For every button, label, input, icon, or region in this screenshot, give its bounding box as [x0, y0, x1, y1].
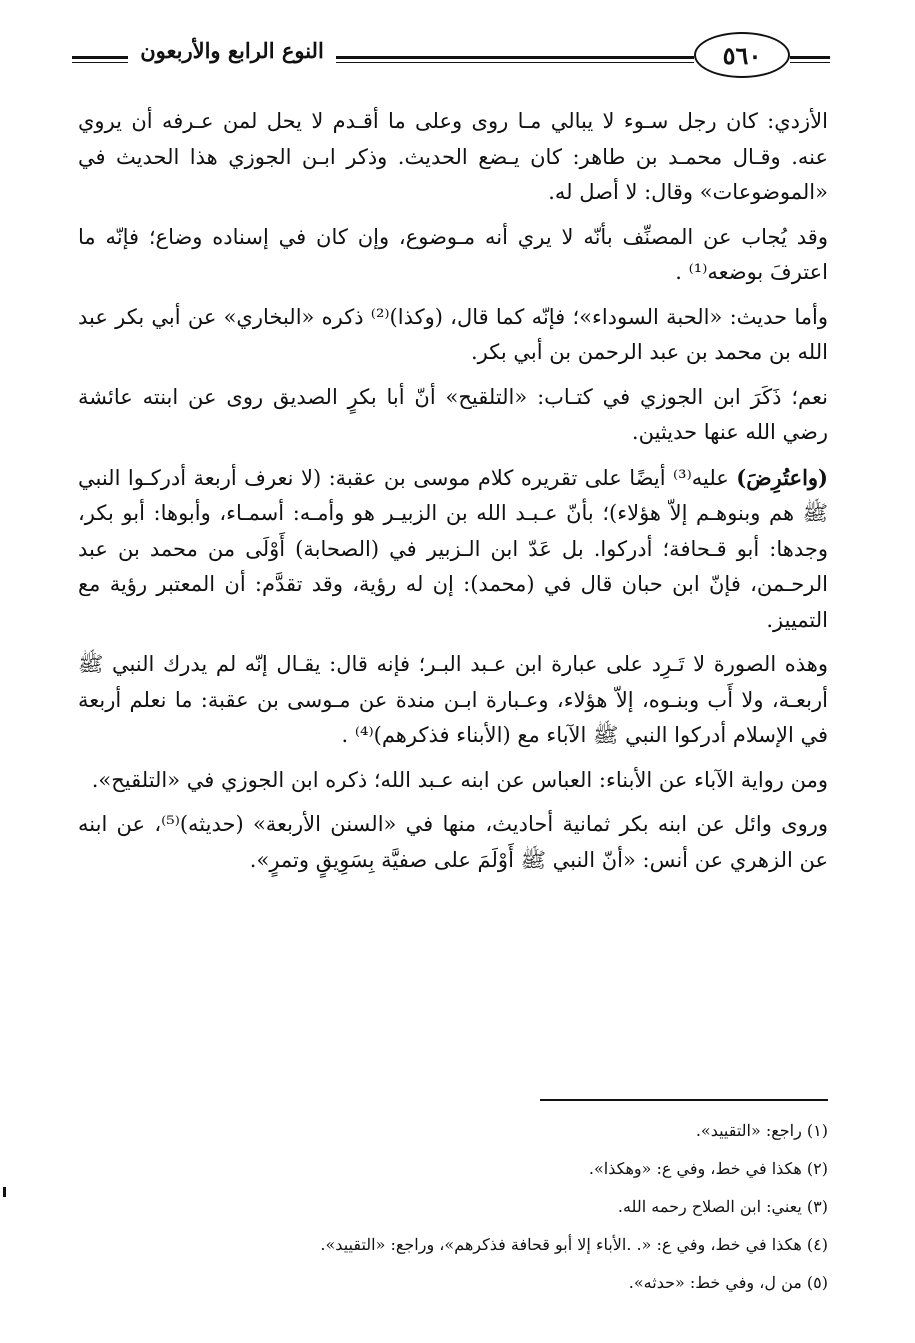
- paragraph-text: وهذه الصورة لا تَـرِد على عبارة ابن عـبد البـر؛ فإنه قال: يقـال إنّه لم يدرك النبي ﷺ أربعـة، ولا أَب وبنـوه، إلاّ هؤلاء، وعـبارة ابـن مندة عن مـوسى بن عقبة: ما نعلم أربعة في الإسلام أدركوا النبي ﷺ الآباء مع (الأبناء فذكرهم)⁽⁴⁾ .: [78, 652, 828, 747]
- paragraph-text: وأما حديث: «الحبة السوداء»؛ فإنّه كما قال، (وكذا)⁽²⁾ ذكره «البخاري» عن أبي بكر عبد الله بن محمد بن عبد الرحمن بن أبي بكر.: [78, 304, 828, 364]
- paragraph-text: عليه⁽³⁾ أيضًا على تقريره كلام موسى بن عقبة: (لا نعرف أربعة أدركـوا النبي ﷺ هم وبنوهـم إلاّ هؤلاء)؛ بأنّ عـبـد الله بن الزبيـر هو وأمـه: أسمـاء، وأبوها: أبو بكر، وجدها: أبو قـحافة؛ أدركوا. بل عَدّ ابن الـزبير في (الصحابة) أَوْلَى من محمد بن عبد الرحـمن، فإنّ ابن حبان قال في (محمد): إن له رؤية، وقد تقدَّم: أن المعتبر رؤية مع التمييز.: [78, 465, 828, 632]
- paragraph: [78, 460, 828, 639]
- paragraph-text: الأزدي: كان رجل سـوء لا يبالي مـا روى وعلى ما أقـدم لا يحل لمن عـرفه أن يروي عنه. وقـال محمـد بن طاهر: كان يـضع الحديث. وذكر ابـن الجوزي هذا الحديث في «الموضوعات» وقال: لا أصل له.: [78, 109, 828, 204]
- main-text: [78, 104, 828, 887]
- paragraph: [78, 763, 828, 799]
- footnotes: [78, 1112, 828, 1302]
- paragraph-text: وروى وائل عن ابنه بكر ثمانية أحاديث، منها في «السنن الأربعة» (حديثه)⁽⁵⁾، عن ابنه عن الزهري عن أنس: «أنّ النبي ﷺ أَوْلَمَ على صفيَّة بِسَوِيقٍ وتمرٍ».: [78, 812, 828, 872]
- scan-edge-mark: [3, 1187, 6, 1197]
- header-rule-right: [790, 56, 830, 59]
- paragraph: [78, 647, 828, 754]
- paragraph: [78, 104, 828, 211]
- header-rule-middle: [336, 56, 694, 59]
- footnote: (٣) يعني: ابن الصلاح رحمه الله.: [617, 1197, 828, 1216]
- paragraph: [78, 380, 828, 451]
- paragraph: [78, 807, 828, 878]
- paragraph-text: وقد يُجاب عن المصنِّف بأنّه لا يري أنه مـوضوع، وإن كان في إسناده وضاع؛ فإنّه ما اعترفَ بوضعه⁽¹⁾ .: [78, 224, 828, 284]
- footnote: (٤) هكذا في خط، وفي ع: «. .الأباء إلا أبو قحافة فذكرهم»، وراجع: «التقييد».: [320, 1235, 828, 1254]
- paragraph-lead-heading: (واعتُرِضَ): [736, 464, 828, 490]
- footnote: (٥) من ل، وفي خط: «حدثه».: [628, 1273, 828, 1292]
- header-rule-left: [72, 56, 128, 59]
- paragraph-text: نعم؛ ذَكَرَ ابن الجوزي في كتـاب: «التلقيح» أنّ أبا بكرٍ الصديق روى عن ابنته عائشة رضي الله عنها حديثين.: [78, 384, 828, 444]
- page-number: ٥٦٠: [722, 40, 762, 70]
- paragraph: [78, 300, 828, 371]
- chapter-title: النوع الرابع والأربعون: [140, 38, 324, 63]
- footnote: (٢) هكذا في خط، وفي ع: «وهكذا».: [588, 1159, 828, 1178]
- footnote: (١) راجع: «التقييد».: [695, 1121, 828, 1140]
- running-header: [0, 28, 915, 88]
- paragraph-text: ومن رواية الآباء عن الأبناء: العباس عن ابنه عـبد الله؛ ذكره ابن الجوزي في «التلقيح».: [91, 767, 828, 792]
- paragraph: [78, 220, 828, 291]
- page-number-oval: [694, 32, 790, 78]
- footnote-separator: [540, 1099, 828, 1101]
